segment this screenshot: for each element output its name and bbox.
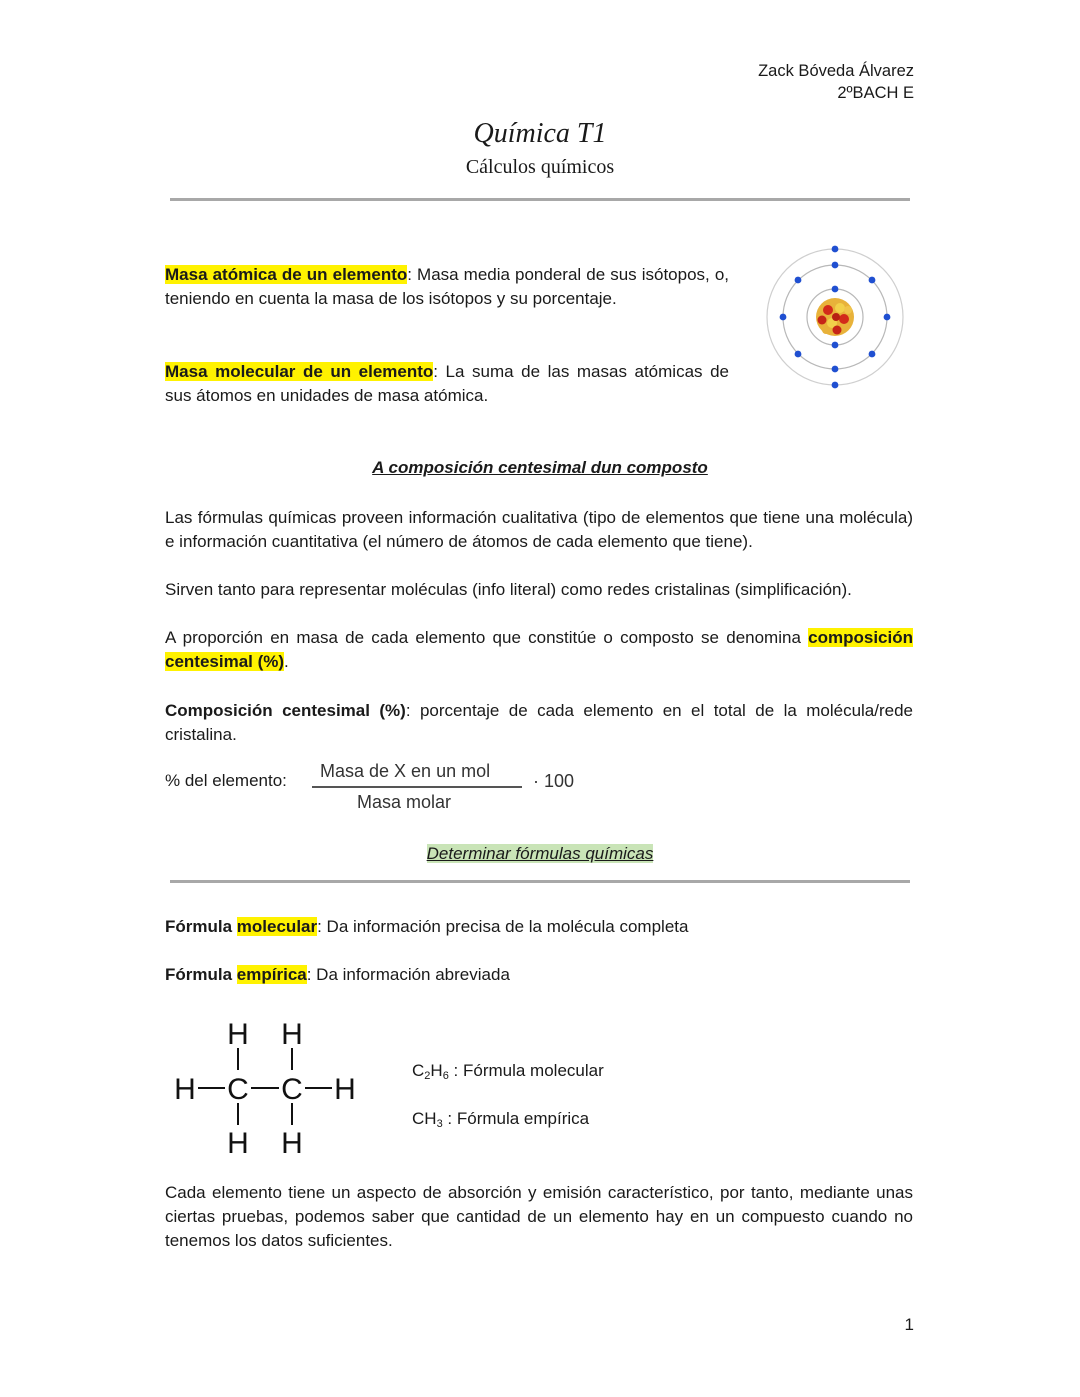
- ethane-h-top-right: H: [281, 1018, 303, 1051]
- molecular-mass-definition: [165, 360, 729, 408]
- formula-denominator: Masa molar: [357, 792, 452, 812]
- ethane-c-left: C: [227, 1073, 249, 1106]
- page-title: Química T1: [473, 118, 607, 149]
- author-name: Zack Bóveda Álvarez: [758, 62, 914, 80]
- molecular-formula-example: [412, 1061, 604, 1082]
- title-divider: [170, 198, 910, 201]
- page-number: 1: [904, 1315, 914, 1334]
- molecular-mass-text: : La suma de las masas atómicas de sus átomos en unidades de masa atómica.: [165, 362, 729, 405]
- formula-label: % del elemento:: [165, 771, 287, 790]
- ethane-hydrogen-count: 6: [442, 1070, 449, 1082]
- empirical-label: Fórmula: [165, 965, 237, 984]
- atom-model-image: [752, 232, 922, 392]
- ethane-c-right: C: [281, 1073, 303, 1106]
- ethane-hydrogen: H: [430, 1061, 443, 1080]
- nucleus-icon: [816, 298, 854, 336]
- ethane-h-right: H: [334, 1073, 356, 1106]
- paragraph-absorption-emission: Cada elemento tiene un aspecto de absorción y emisión característico, por tanto, mediante unas ciertas pruebas, podemos saber que cantidad de un elemento hay en un compuesto cuando no tenemos los datos suficientes.: [165, 1183, 913, 1250]
- empirical-formula-example: [412, 1109, 589, 1130]
- section-divider: [170, 880, 910, 883]
- paragraph-formulas-info: Las fórmulas químicas proveen información cualitativa (tipo de elementos que tiene una molécula) e información cuantitativa (el número de átomos de cada elemento que tiene).: [165, 508, 913, 551]
- molecular-mass-term: Masa molecular de un elemento: [165, 362, 434, 381]
- page-subtitle: Cálculos químicos: [465, 156, 615, 178]
- formulas-heading-text: Determinar fórmulas químicas: [426, 844, 654, 863]
- molecular-term: molecular: [236, 917, 318, 936]
- ethane-structure-diagram: [168, 1014, 368, 1159]
- composition-term: Composición centesimal (%): [165, 701, 406, 720]
- ethane-h-bottom-right: H: [281, 1127, 303, 1159]
- formula-numerator: Masa de X en un mol: [320, 761, 491, 781]
- paragraph-formulas-use: Sirven tanto para representar moléculas (info literal) como redes cristalinas (simplificación).: [165, 580, 852, 599]
- empirical-term: empírica: [236, 965, 307, 984]
- molecular-formula-desc: : Fórmula molecular: [448, 1061, 604, 1080]
- empirical-ch: CH: [412, 1109, 437, 1128]
- ethane-carbon-count: 2: [424, 1070, 431, 1082]
- proportion-end: .: [284, 652, 289, 671]
- proportion-term: composición centesimal (%): [165, 628, 913, 671]
- molecular-formula-definition: [165, 915, 913, 939]
- proportion-text: A proporción en masa de cada elemento que constitúe o composto se denomina: [165, 628, 809, 647]
- empirical-text: : Da información abreviada: [306, 965, 510, 984]
- molecular-text: : Da información precisa de la molécula completa: [317, 917, 689, 936]
- formula-factor: · 100: [533, 771, 575, 791]
- paragraph-composition-definition: [165, 699, 913, 747]
- section-heading-composition: A composición centesimal dun composto: [372, 458, 708, 477]
- atomic-mass-text: : Masa media ponderal de sus isótopos, o, teniendo en cuenta la masa de los isótopos y su porcentaje.: [165, 265, 730, 308]
- paragraph-proportion: [165, 626, 913, 674]
- atomic-mass-definition: [165, 263, 729, 311]
- fraction-bar: [312, 786, 522, 788]
- empirical-formula-definition: [165, 963, 913, 987]
- molecular-label: Fórmula: [165, 917, 237, 936]
- composition-text: : porcentaje de cada elemento en el total de la molécula/rede cristalina.: [165, 701, 914, 744]
- section-heading-formulas: [0, 844, 1080, 864]
- empirical-hydrogen-count: 3: [436, 1118, 443, 1130]
- ethane-carbon: C: [412, 1061, 425, 1080]
- class-label: 2ºBACH E: [837, 84, 914, 102]
- empirical-formula-desc: : Fórmula empírica: [442, 1109, 590, 1128]
- ethane-h-bottom-left: H: [227, 1127, 249, 1159]
- atomic-mass-term: Masa atómica de un elemento: [165, 265, 408, 284]
- ethane-h-left: H: [174, 1073, 196, 1106]
- ethane-h-top-left: H: [227, 1018, 249, 1051]
